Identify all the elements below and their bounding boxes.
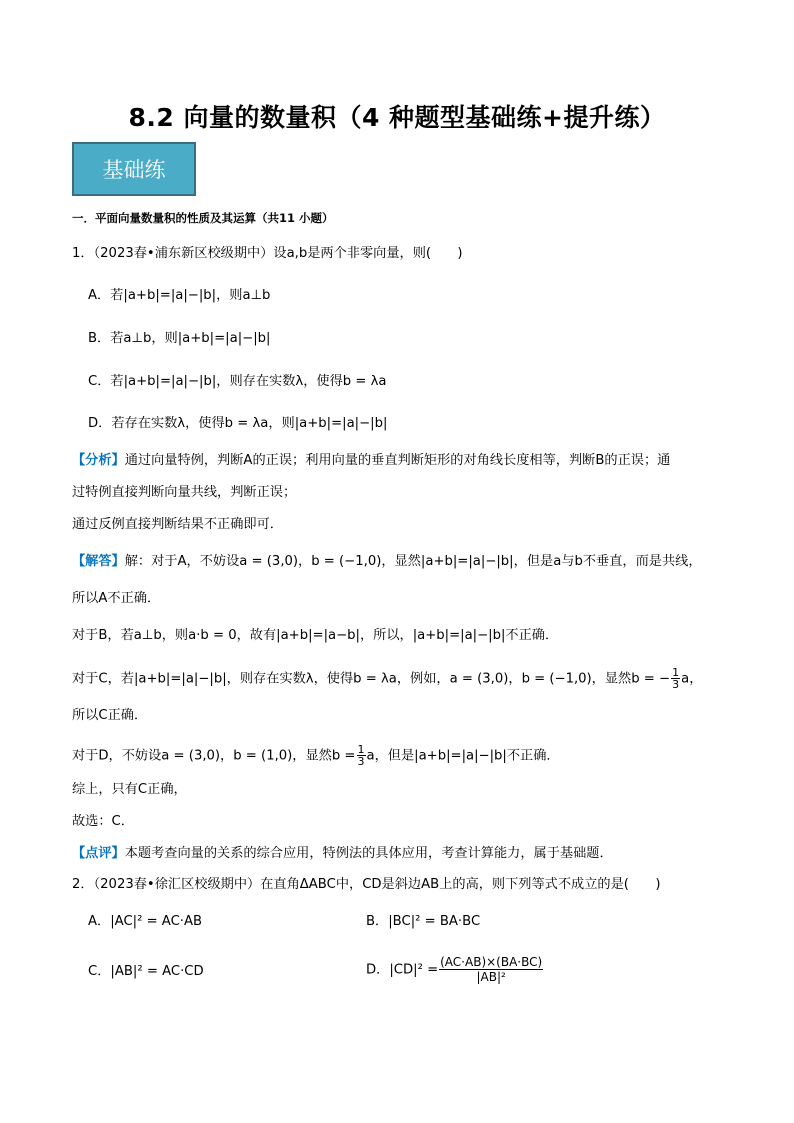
q1-answer-line-2: 所以A不正确． xyxy=(72,591,161,606)
fraction-one-third xyxy=(671,667,680,690)
q2-stem: 2．（2023春•徐汇区校级期中）在直角ΔABC中，CD是斜边AB上的高，则下列等式不成立的是( ) xyxy=(72,877,661,892)
q1-answer-line-8: 故选：C． xyxy=(72,814,134,829)
answer-text-6b: a，但是|a+b|=|a|−|b|不正确． xyxy=(366,748,560,764)
q2-option-d xyxy=(366,955,544,984)
q2-option-d-prefix: D．|CD|² = xyxy=(366,962,439,978)
answer-text-1: 解：对于A，不妨设a = (3,0)，b = (−1,0)，显然|a+b|=|a|−|b|，但是a与b不垂直，而是共线， xyxy=(124,554,702,569)
fraction-numerator: (AC·AB)×(BA·BC) xyxy=(440,955,543,969)
comment-tag: 【点评】 xyxy=(72,846,125,861)
fraction-numerator: 1 xyxy=(672,666,680,679)
q1-analysis-line-2: 过特例直接判断向量共线，判断正误； xyxy=(72,485,297,500)
q1-answer-line-3: 对于B，若a⊥b，则a·b = 0，故有|a+b|=|a−b|，所以，|a+b|=|a|−|b|不正确． xyxy=(72,628,559,643)
q1-option-b: B．若a⊥b，则|a+b|=|a|−|b| xyxy=(88,331,271,346)
q2-option-d-fraction xyxy=(439,955,543,984)
q2-option-b: B．|BC|² = BA·BC xyxy=(366,914,481,929)
q2-option-c: C．|AB|² = AC·CD xyxy=(88,964,204,979)
answer-text-6a: 对于D，不妨设a = (3,0)，b = (1,0)，显然b = xyxy=(72,748,356,764)
section-badge: 基础练 xyxy=(72,142,196,196)
q1-option-a: A．若|a+b|=|a|−|b|，则a⊥b xyxy=(88,288,271,303)
q1-answer-line-6 xyxy=(72,744,560,767)
answer-tag: 【解答】 xyxy=(72,554,125,569)
fraction-denominator: 3 xyxy=(357,755,365,768)
fraction-denominator: 3 xyxy=(672,678,680,691)
fraction-one-third xyxy=(357,744,366,767)
answer-text-4b: a， xyxy=(681,671,703,687)
q1-analysis-line-1 xyxy=(72,452,670,470)
section-heading: 一．平面向量数量积的性质及其运算（共11 小题） xyxy=(72,211,334,225)
answer-text-4a: 对于C，若|a+b|=|a|−|b|，则存在实数λ，使得b = λa，例如，a = (3,0)，b = (−1,0)，显然b = − xyxy=(72,671,671,687)
analysis-tag: 【分析】 xyxy=(72,453,125,468)
page-title: 8.2 向量的数量积（4 种题型基础练+提升练） xyxy=(128,103,666,132)
q1-stem: 1．（2023春•浦东新区校级期中）设a,b是两个非零向量，则( ) xyxy=(72,246,463,261)
comment-text: 本题考查向量的关系的综合应用，特例法的具体应用，考查计算能力，属于基础题． xyxy=(124,846,613,861)
q1-answer-line-4 xyxy=(72,667,702,690)
q1-answer-line-1 xyxy=(72,553,702,571)
q1-answer-line-7: 综上，只有C正确， xyxy=(72,782,187,797)
fraction-denominator: |AB|² xyxy=(476,970,506,984)
fraction-numerator: 1 xyxy=(357,743,365,756)
q1-answer-line-5: 所以C正确． xyxy=(72,708,148,723)
q1-option-c: C．若|a+b|=|a|−|b|，则存在实数λ，使得b = λa xyxy=(88,374,387,389)
q2-option-a: A．|AC|² = AC·AB xyxy=(88,914,203,929)
q1-analysis-line-3: 通过反例直接判断结果不正确即可． xyxy=(72,517,283,532)
q1-option-d: D．若存在实数λ，使得b = λa，则|a+b|=|a|−|b| xyxy=(88,416,388,431)
analysis-text-1: 通过向量特例，判断A的正误；利用向量的垂直判断矩形的对角线长度相等，判断B的正误；通 xyxy=(124,453,671,468)
q1-comment-line xyxy=(72,845,613,863)
